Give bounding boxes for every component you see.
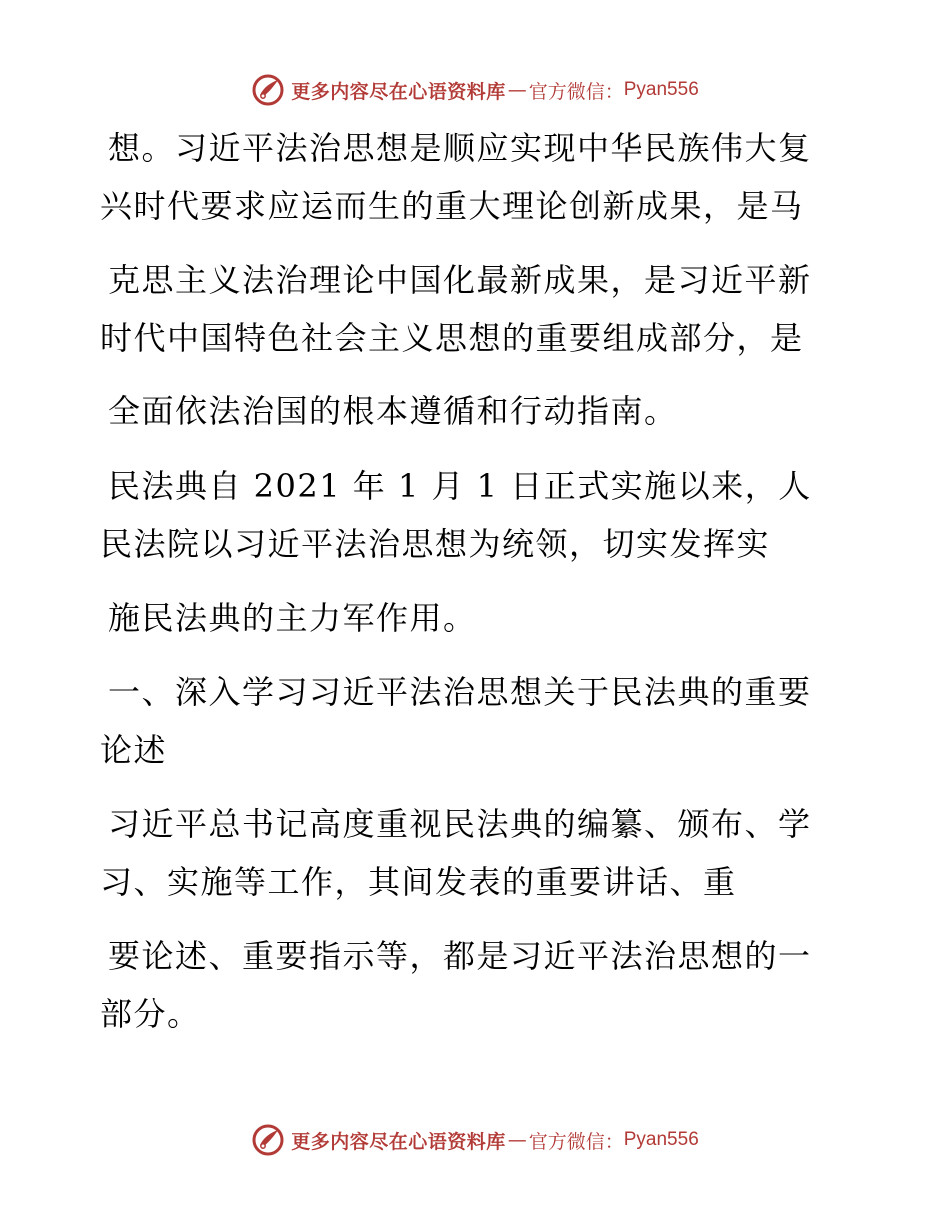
footer-banner	[0, 1120, 950, 1160]
body-line: 全面依法治国的根本遵循和行动指南。	[108, 392, 678, 430]
body-line: 克思主义法治理论中国化最新成果，是习近平新	[108, 261, 812, 299]
body-line: 时代中国特色社会主义思想的重要组成部分，是	[100, 319, 804, 357]
body-line: 想。习近平法治思想是顺应实现中华民族伟大复	[108, 129, 812, 167]
header-dash: —	[507, 79, 527, 101]
header-wechat-label: 官方微信：	[528, 80, 624, 103]
body-line: 民法院以习近平法治思想为统领，切实发挥实	[100, 525, 771, 563]
footer-wechat-label: 官方微信：	[528, 1130, 624, 1153]
body-line: 习近平总书记高度重视民法典的编纂、颁布、学	[108, 805, 812, 843]
header-brand-text: 更多内容尽在心语资料库	[291, 80, 506, 103]
body-line: 习、实施等工作，其间发表的重要讲话、重	[100, 863, 737, 901]
body-line: 兴时代要求应运而生的重大理论创新成果，是马	[100, 187, 804, 225]
footer-dash: —	[507, 1129, 527, 1151]
brand-logo-icon	[251, 73, 285, 107]
section-heading: 一、深入学习习近平法治思想关于民法典的重要	[108, 673, 812, 711]
body-line: 部分。	[100, 995, 201, 1033]
section-heading-continued: 论述	[100, 731, 168, 769]
body-line: 要论述、重要指示等，都是习近平法治思想的一	[108, 937, 812, 975]
footer-brand-text: 更多内容尽在心语资料库	[291, 1130, 506, 1153]
footer-wechat-id: Pyan556	[623, 1129, 699, 1150]
body-line: 施民法典的主力军作用。	[108, 599, 477, 637]
header-banner	[0, 70, 950, 110]
body-line: 民法典自 2021 年 1 月 1 日正式实施以来，人	[108, 467, 812, 505]
brand-logo-icon	[251, 1123, 285, 1157]
header-wechat-id: Pyan556	[623, 79, 699, 100]
